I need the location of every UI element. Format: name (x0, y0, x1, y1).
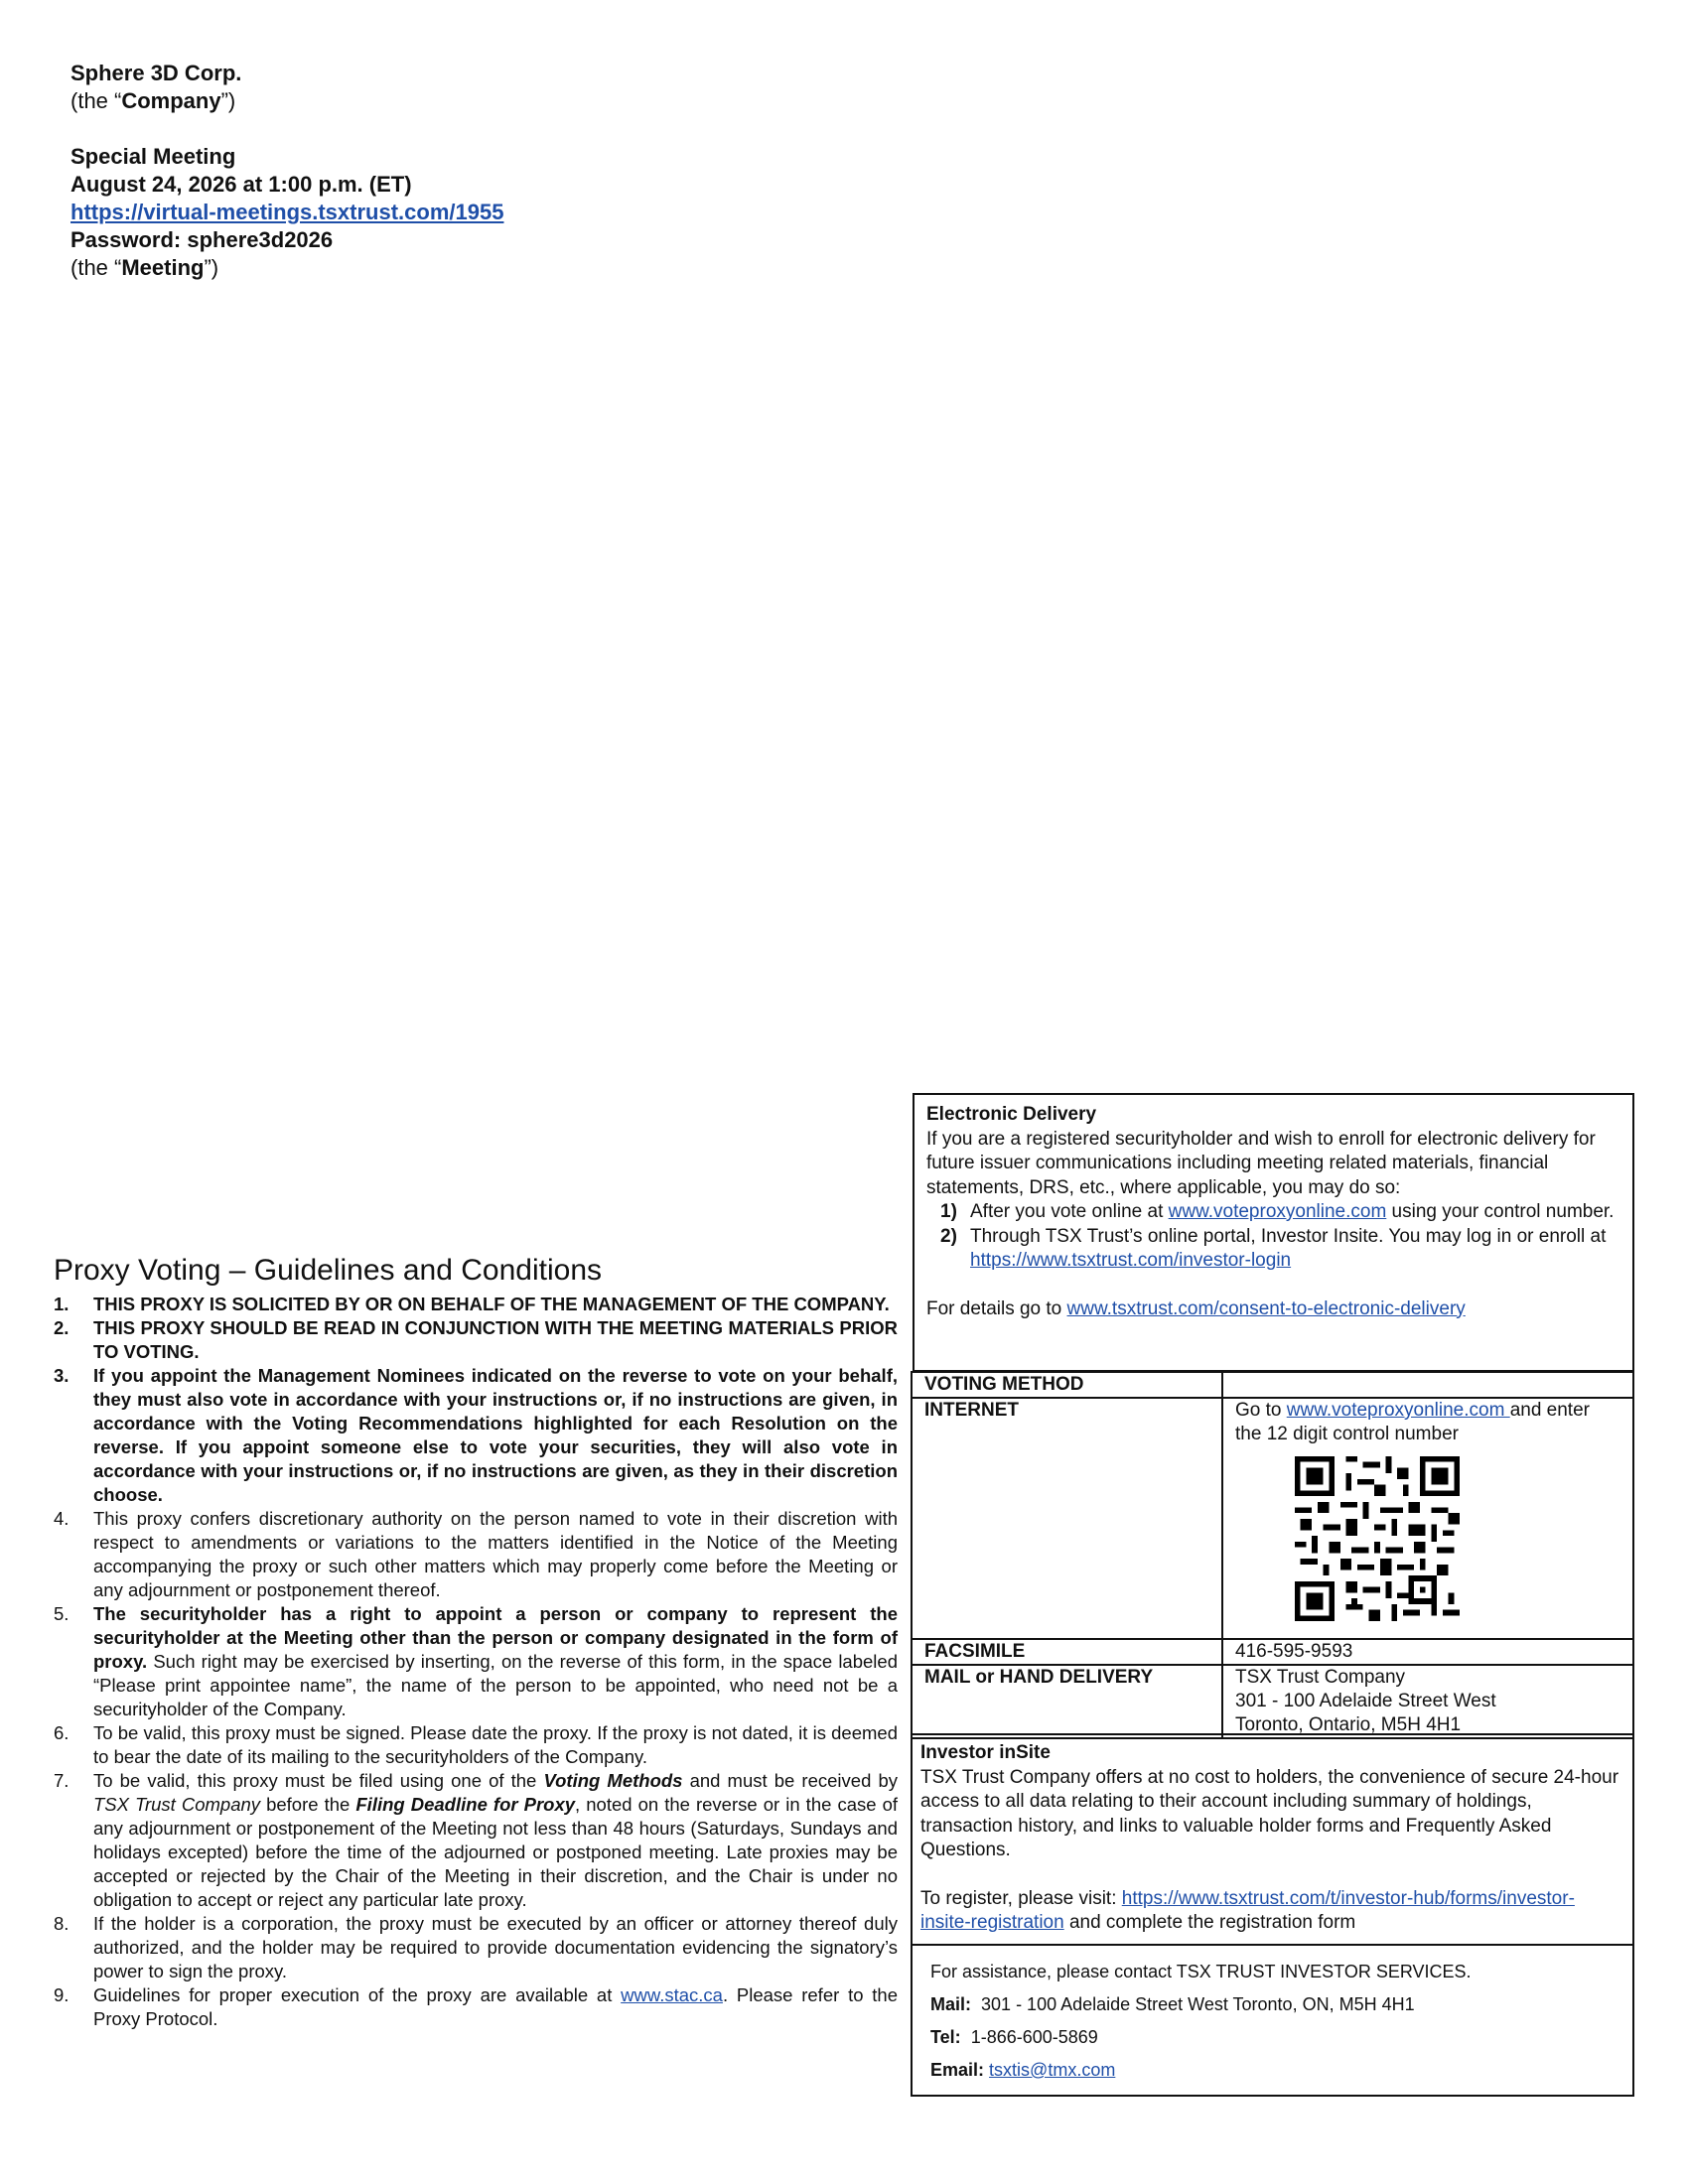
facsimile-number: 416-595-9593 (1222, 1639, 1633, 1665)
meeting-datetime: August 24, 2026 at 1:00 p.m. (ET) (70, 172, 412, 197)
company-name: Sphere 3D Corp. (70, 61, 242, 85)
electronic-delivery-title: Electronic Delivery (926, 1104, 1097, 1125)
voting-method-header: VOTING METHOD (912, 1372, 1222, 1398)
qr-code-icon[interactable] (1295, 1454, 1460, 1623)
assistance-intro: For assistance, please contact TSX TRUST INVESTOR SERVICES. (930, 1962, 1472, 1981)
stac-link[interactable]: www.stac.ca (621, 1984, 723, 2005)
voteproxyonline-link[interactable]: www.voteproxyonline.com (1168, 1201, 1387, 1222)
electronic-delivery-option: 1) After you vote online at www.voteproxyonline.com using your control number. (940, 1201, 1615, 1222)
guideline-item: 6. To be valid, this proxy must be signed. Please date the proxy. If the proxy is not dated, it is deemed to bear the date of its mailing to the securityholders of the Company. (54, 1722, 898, 1767)
insite-registration-link[interactable]: https://www.tsxtrust.com/t/investor-hub/forms/investor-insite-registration (920, 1887, 1575, 1933)
proxy-guidelines (54, 1253, 898, 2031)
electronic-delivery-intro: If you are a registered securityholder and wish to enroll for electronic delivery for future issuer communications including meeting related materials, financial statements, DRS, etc., where applicable, you may do so: (926, 1128, 1596, 1198)
company-alias: (the “Company”) (70, 88, 236, 113)
investor-insite-body: TSX Trust Company offers at no cost to holders, the convenience of secure 24-hour access to all data relating to their account including summary of holdings, transaction history, and links to valuable holder forms and Frequently Asked Questions. (920, 1766, 1619, 1860)
facsimile-label: FACSIMILE (912, 1639, 1222, 1665)
guidelines-list (54, 1293, 898, 2031)
guideline-item: 7. To be valid, this proxy must be filed using one of the Voting Methods and must be received by TSX Trust Company before the Filing Deadline for Proxy, noted on the reverse or in the case of any adjournment or postponement of the Meeting not less than 48 hours (Saturdays, Sundays and holidays excepted) before the time of the adjourned or postponed meeting. Late proxies may be accepted or rejected by the Chair of the Meeting in their discretion, and the Chair is under no obligation to accept or reject any particular late proxy. (54, 1770, 899, 1910)
voting-method-table (911, 1371, 1634, 1739)
assistance-email: Email: tsxtis@tmx.com (930, 2060, 1116, 2080)
investor-login-link[interactable]: https://www.tsxtrust.com/investor-login (970, 1250, 1292, 1271)
investor-insite-register: To register, please visit: https://www.tsxtrust.com/t/investor-hub/forms/investor-insite-registration and complete the registration form (920, 1887, 1575, 1933)
electronic-delivery-box (913, 1093, 1634, 1372)
guideline-item: 1. THIS PROXY IS SOLICITED BY OR ON BEHALF OF THE MANAGEMENT OF THE COMPANY. (54, 1294, 890, 1314)
guideline-item: 2. THIS PROXY SHOULD BE READ IN CONJUNCTION WITH THE MEETING MATERIALS PRIOR TO VOTING. (54, 1317, 898, 1362)
investor-insite-box (911, 1733, 1634, 1946)
mail-label: MAIL or HAND DELIVERY (912, 1665, 1222, 1738)
guidelines-title: Proxy Voting – Guidelines and Conditions (54, 1254, 603, 1287)
electronic-delivery-details: For details go to www.tsxtrust.com/consent-to-electronic-delivery (926, 1297, 1466, 1319)
meeting-type: Special Meeting (70, 144, 236, 169)
electronic-delivery-option: 2) Through TSX Trust’s online portal, Investor Insite. You may log in or enroll at https://www.tsxtrust.com/investor-login (940, 1225, 1607, 1271)
guideline-item: 3. If you appoint the Management Nominees indicated on the reverse to vote on your behalf, they must also vote in accordance with your instructions or, if no instructions are given, in accordance with the Voting Recommendations highlighted for each Resolution on the reverse. If you appoint someone else to vote your securities, they will also vote in accordance with your instructions or, if no instructions are given, as they in their discretion choose. (54, 1365, 898, 1505)
email-link[interactable]: tsxtis@tmx.com (989, 2060, 1116, 2080)
guideline-item: 5. The securityholder has a right to appoint a person or company to represent the securityholder at the Meeting other than the person or company designated in the form of proxy. Such right may be exercised by inserting, on the reverse of this form, in the space labeled “Please print appointee name”, the name of the person to be appointed, who need not be a securityholder of the Company. (54, 1603, 898, 1719)
guideline-item: 8. If the holder is a corporation, the proxy must be executed by an officer or attorney thereof duly authorized, and the holder may be required to provide documentation evidencing the signatory’s power to sign the proxy. (54, 1913, 898, 1981)
assistance-tel: Tel: 1-866-600-5869 (930, 2027, 1098, 2047)
meeting-header (70, 60, 766, 282)
assistance-box (911, 1944, 1634, 2097)
voteproxyonline-link[interactable]: www.voteproxyonline.com (1286, 1400, 1510, 1421)
meeting-alias: (the “Meeting”) (70, 255, 219, 280)
meeting-url-link[interactable]: https://virtual-meetings.tsxtrust.com/1955 (70, 200, 504, 224)
consent-link[interactable]: www.tsxtrust.com/consent-to-electronic-delivery (1066, 1297, 1466, 1319)
mail-address: TSX Trust Company 301 - 100 Adelaide Street West Toronto, Ontario, M5H 4H1 (1222, 1665, 1633, 1738)
meeting-password: Password: sphere3d2026 (70, 227, 334, 252)
assistance-mail: Mail: 301 - 100 Adelaide Street West Toronto, ON, M5H 4H1 (930, 1994, 1415, 2014)
guideline-item: 9. Guidelines for proper execution of the proxy are available at www.stac.ca. Please refer to the Proxy Protocol. (54, 1984, 898, 2029)
guideline-item: 4. This proxy confers discretionary authority on the person named to vote in their discretion with respect to amendments or variations to the matters identified in the Notice of the Meeting accompanying the proxy or such other matters which may properly come before the Meeting or any adjournment or postponement thereof. (54, 1508, 898, 1600)
internet-label: INTERNET (912, 1398, 1222, 1639)
investor-insite-title: Investor inSite (920, 1742, 1051, 1763)
internet-instructions: Go to www.voteproxyonline.com and enter the 12 digit control number (1222, 1398, 1633, 1639)
